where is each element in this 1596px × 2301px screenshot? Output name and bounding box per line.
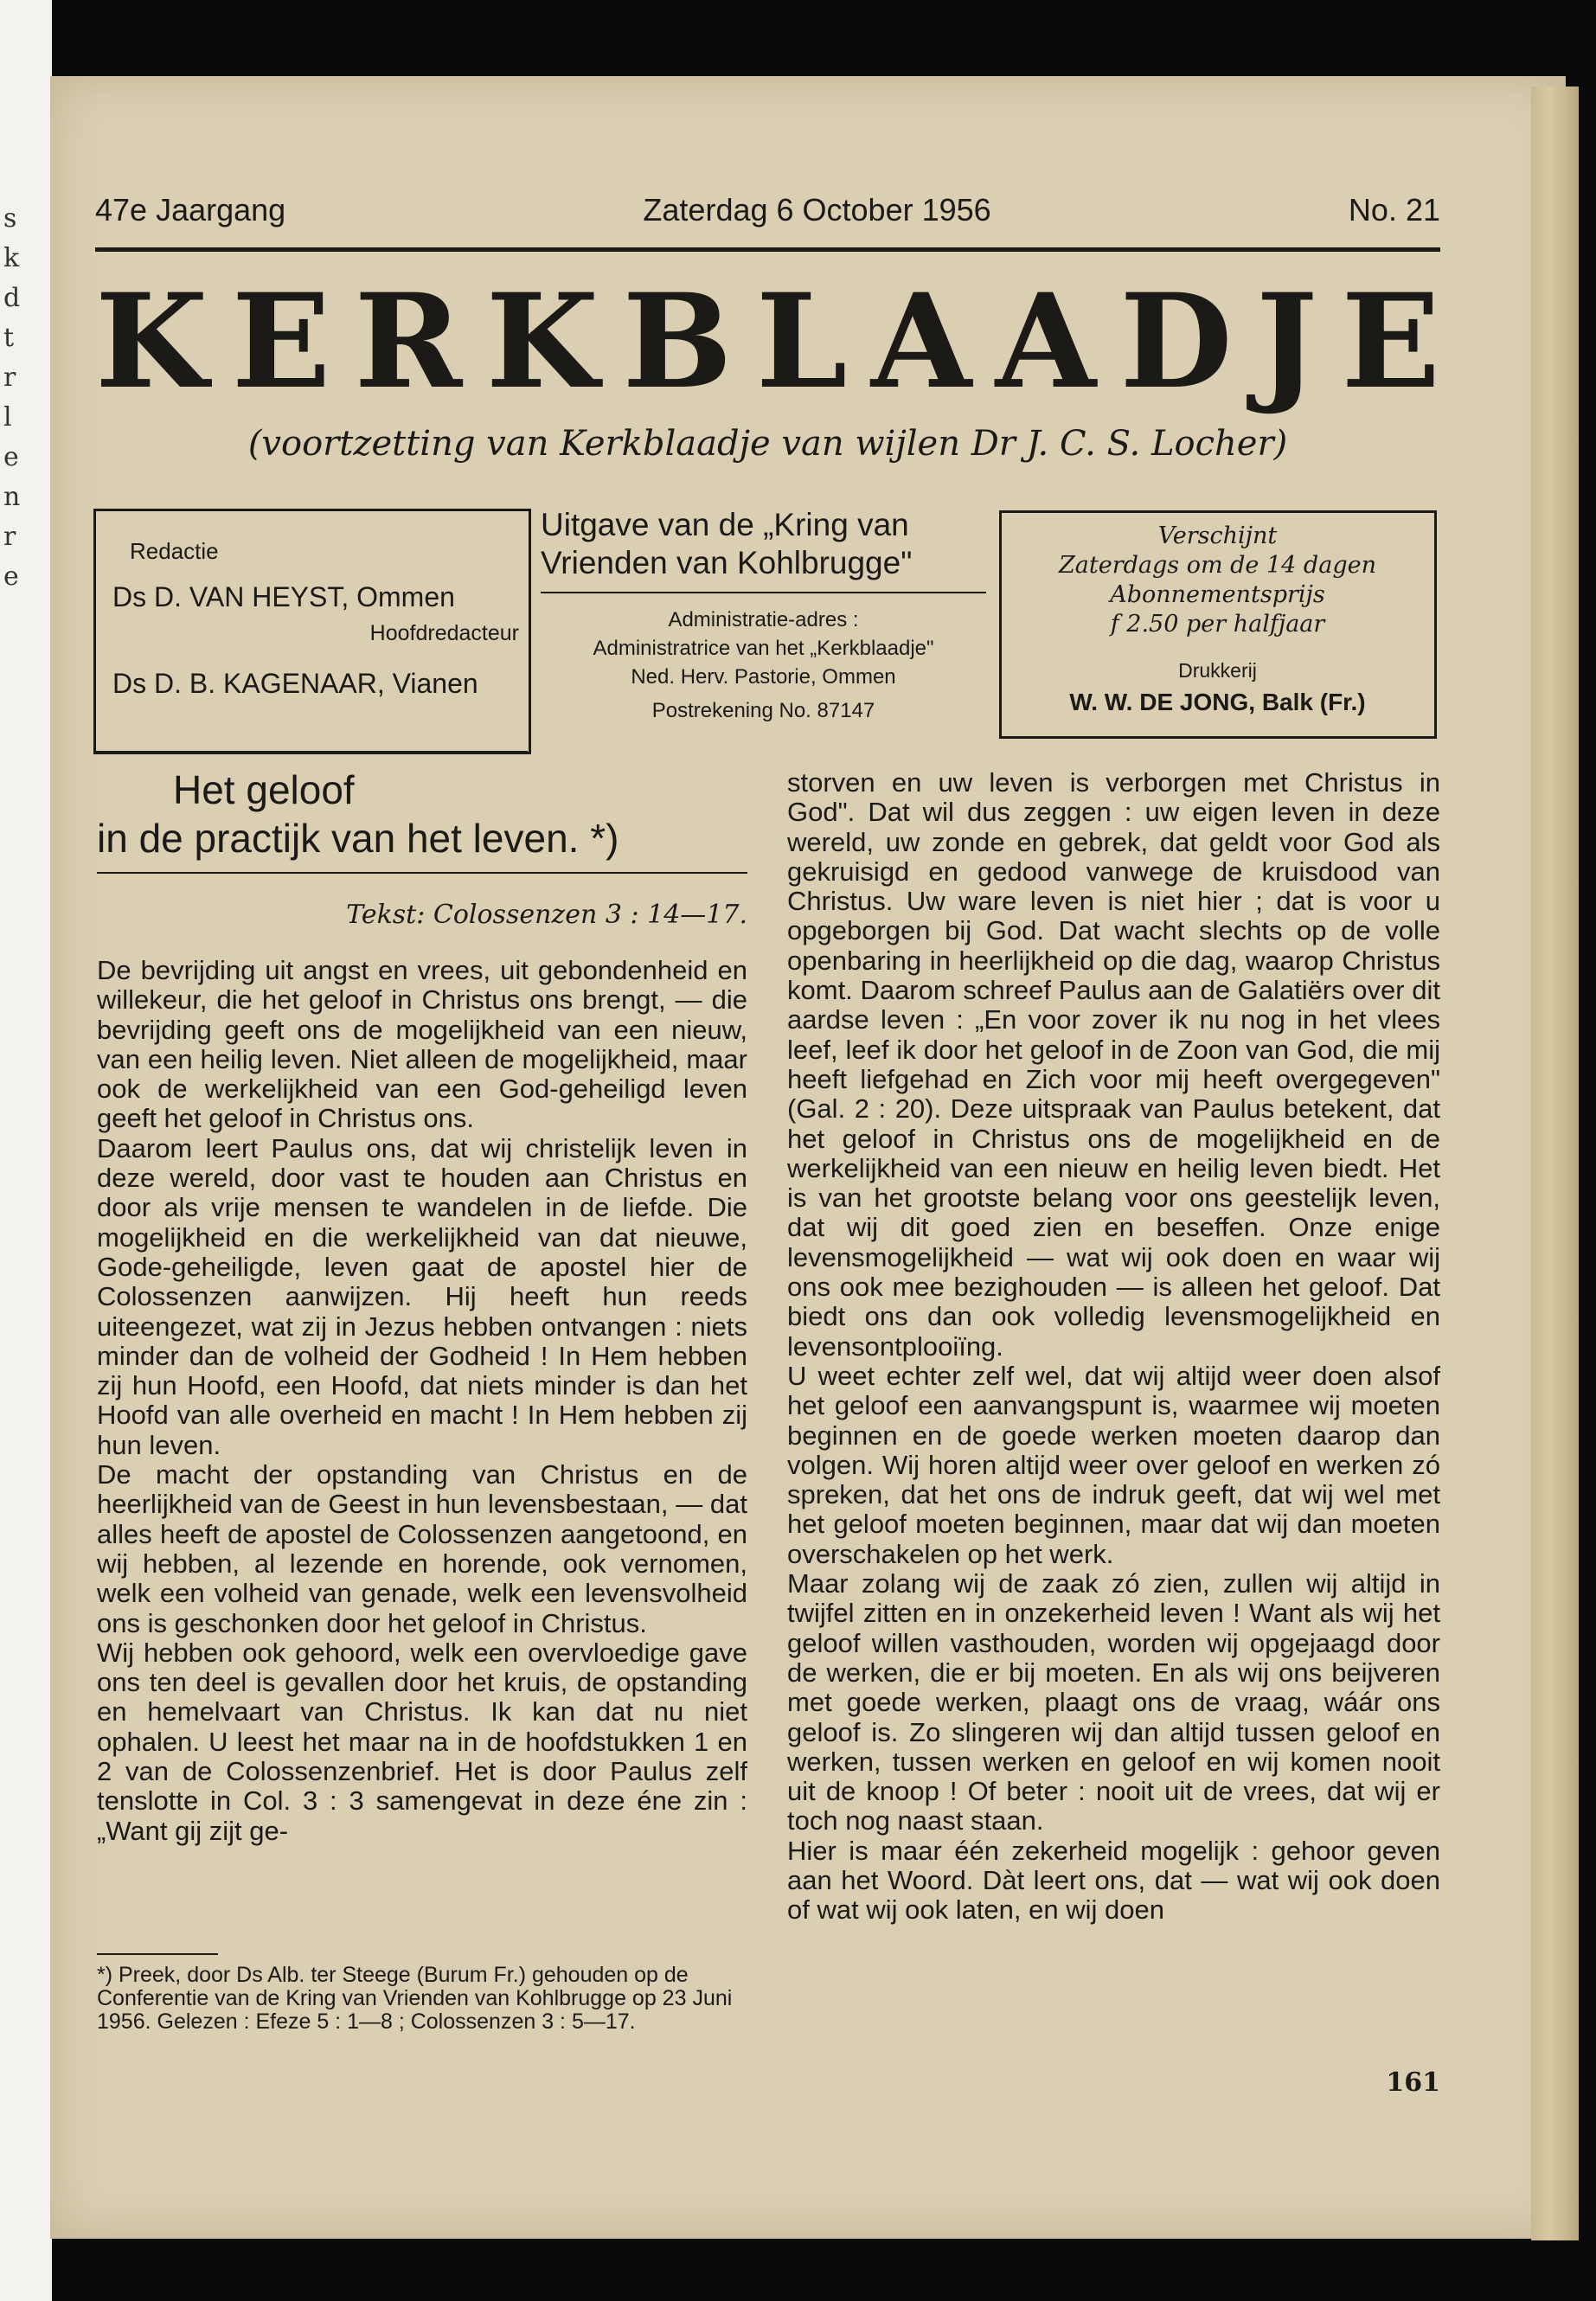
- appears-label: Verschijnt: [1157, 522, 1278, 549]
- masthead-letter: D: [1119, 266, 1233, 418]
- issue-date: Zaterdag 6 October 1956: [643, 192, 991, 228]
- subscription-price: f 2.50 per halfjaar: [1110, 611, 1325, 638]
- admin-line-1: Administratrice van het „Kerkblaadje": [593, 637, 934, 660]
- masthead-letter: R: [354, 266, 463, 418]
- masthead-letter: A: [995, 266, 1097, 418]
- issue-number: No. 21: [1348, 192, 1440, 228]
- footnote: *) Preek, door Ds Alb. ter Steege (Burum Fr.) gehouden op de Conferentie van de Kring van Vrienden van Kohlbrugge op 23 Juni 1956. Gelezen : Efeze 5 : 1—8 ; Colossenzen 3 : 5—17.: [97, 1963, 733, 2034]
- article-title-line-2: in de practijk van het leven. *): [97, 816, 619, 861]
- scripture-reference: Tekst: Colossenzen 3 : 14—17.: [346, 900, 747, 930]
- page-edge: [1531, 87, 1579, 2240]
- masthead-letter: A: [870, 266, 972, 418]
- box-bottom-rule: [93, 751, 528, 753]
- masthead-letter: B: [622, 266, 733, 418]
- masthead-letter: J: [1256, 266, 1318, 418]
- margin-mark: e: [3, 561, 19, 592]
- paragraph: storven en uw leven is verborgen met Christus in God". Dat wil dus zeggen : uw eigen leven in deze wereld, uw zonde en gebrek, dat geldt voor God als gekruisigd en gedood vanwege de kruisdood van Christus. Uw ware leven is niet hier ; dat is voor u opgeborgen bij God. Dat wacht slechts op de volle openbaring in heerlijkheid op die dag, waarop Christus komt. Daarom schreef Paulus aan de Galatiërs over dit aardse leven : „En voor zover ik nu nog in het vlees leef, leef ik door het geloof in de Zoon van God, die mij heeft liefgehad en Zich voor mij heeft overgegeven" (Gal. 2 : 20). Deze uitspraak van Paulus betekent, dat het geloof in Christus ons de mogelijkheid en de werkelijkheid van een nieuw en heilig leven biedt. Het is van het grootste belang voor ons geestelijk leven, dat wij dit goed zien en beseffen. Onze enige levensmogelijkheid — wat wij ook doen en waar wij ons ook mee bezighouden — is alleen het geloof. Dat biedt ons dan ook volledig levensmogelijkheid en levensontplooiïng.: [787, 767, 1440, 1362]
- paragraph: Hier is maar één zekerheid mogelijk : gehoor geven aan het Woord. Dàt leert ons, dat — wat wij ook doen of wat wij ook laten, en wij doen: [787, 1835, 1440, 1926]
- footnote-rule: [97, 1953, 218, 1955]
- publisher-line-1: Uitgave van de „Kring van: [541, 507, 909, 542]
- subscription-label: Abonnementsprijs: [1110, 581, 1325, 608]
- margin-mark: t: [3, 323, 15, 353]
- masthead-letter: K: [95, 266, 208, 418]
- margin-mark: s: [3, 203, 17, 234]
- adjacent-page-margin: [3, 199, 38, 597]
- margin-mark: n: [3, 482, 21, 512]
- masthead-title: [95, 266, 1440, 418]
- paragraph: De macht der opstanding van Christus en de heerlijkheid van de Geest in hun levensbestaan, — dat alles heeft de apostel de Colossenzen aangetoond, en wij hebben, al lezende en horende, ook vernomen, welk een volheid van genade, welk een levensvolheid ons is geschonken door het geloof in Christus.: [97, 1459, 747, 1638]
- appears-text: Zaterdags om de 14 dagen: [1059, 552, 1376, 579]
- page-number: 161: [1386, 2067, 1440, 2098]
- article-title-line-1: Het geloof: [173, 767, 355, 812]
- header-rule: [95, 247, 1440, 252]
- publisher-rule: [541, 592, 986, 593]
- margin-mark: e: [3, 442, 19, 472]
- admin-label: Administratie-adres :: [668, 608, 859, 631]
- printer-label: Drukkerij: [1178, 659, 1257, 682]
- issue-header: [95, 192, 1440, 228]
- title-rule: [97, 872, 747, 874]
- masthead-letter: E: [1341, 266, 1440, 418]
- editor-1-role: Hoofdredacteur: [369, 621, 519, 645]
- giro-number: Postrekening No. 87147: [651, 699, 875, 722]
- masthead-subtitle: (voortzetting van Kerkblaadje van wijlen Dr J. C. S. Locher): [247, 424, 1288, 464]
- editor-2: Ds D. B. KAGENAAR, Vianen: [112, 668, 478, 699]
- paragraph: De bevrijding uit angst en vrees, uit gebondenheid en willekeur, die het geloof in Christus ons brengt, — die bevrijding geeft ons de mogelijkheid van een nieuw, van een heilig leven. Niet alleen de mogelijkheid, maar ook de werkelijkheid van een God-geheiligd leven geeft het geloof in Christus ons.: [97, 955, 747, 1134]
- publisher-line-2: Vrienden van Kohlbrugge": [541, 545, 913, 580]
- administration: [541, 606, 986, 725]
- margin-mark: k: [3, 243, 20, 273]
- masthead-letter: E: [231, 266, 331, 418]
- masthead-letter: K: [485, 266, 599, 418]
- redactie-label: Redactie: [130, 538, 219, 564]
- editor-1: Ds D. VAN HEYST, Ommen: [112, 581, 455, 612]
- paragraph: Maar zolang wij de zaak zó zien, zullen wij altijd in twijfel zitten en in onzekerheid leven ! Want als wij het geloof willen vasthouden, worden wij opgejaagd door de werken, die er bij moeten. En als wij ons beijveren met goede werken, plaagt ons de vraag, wáár ons geloof is. Zo slingeren wij dan altijd tussen geloof en werken, tussen werken en geloof en wij komen nooit uit de knoop ! Of beter : nooit uit de vrees, dat wij er toch nog naast staan.: [787, 1568, 1440, 1836]
- printer-name: W. W. DE JONG, Balk (Fr.): [1069, 689, 1366, 715]
- article-column-left: [97, 956, 747, 1846]
- publisher: [541, 506, 986, 582]
- admin-line-2: Ned. Herv. Pastorie, Ommen: [631, 665, 896, 689]
- margin-mark: r: [3, 362, 16, 393]
- volume: 47e Jaargang: [95, 192, 286, 228]
- margin-mark: d: [3, 283, 21, 313]
- masthead-letter: L: [755, 266, 848, 418]
- margin-mark: r: [3, 522, 16, 552]
- article-column-right: [787, 768, 1440, 1926]
- paragraph: Daarom leert Paulus ons, dat wij christelijk leven in deze wereld, door vast te houden aan Christus en door als vrije mensen te wandelen in de liefde. Die mogelijkheid en die werkelijkheid van dat nieuwe, Gode-geheiligde, leven gaat de apostel hier de Colossenzen aanwijzen. Hij heeft hun reeds uiteengezet, wat zij in Jezus hebben ontvangen : niets minder dan de volheid der Godheid ! In Hem hebben zij hun Hoofd, een Hoofd, dat niets minder is dan het Hoofd van alle overheid en macht ! In Hem hebben zij hun leven.: [97, 1132, 747, 1460]
- margin-mark: l: [3, 402, 12, 433]
- paragraph: Wij hebben ook gehoord, welk een overvloedige gave ons ten deel is gevallen door het kruis, de opstanding en hemelvaart van Christus. Ik kan dat nu niet ophalen. U leest het maar na in de hoofdstukken 1 en 2 van de Colossenzenbrief. Het is door Paulus zelf tenslotte in Col. 3 : 3 samengevat in deze éne zin : „Want gij zijt ge-: [97, 1637, 747, 1846]
- publication-info: [1003, 522, 1432, 639]
- paragraph: U weet echter zelf wel, dat wij altijd weer doen alsof het geloof een aanvangspunt is, waarmee wij moeten beginnen en de goede werken moeten daarop dan volgen. Wij horen altijd weer over geloof en werken zó spreken, dat het ons de indruk geeft, dat wij wel met het geloof moeten beginnen, maar dat wij dan moeten overschakelen op het werk.: [787, 1360, 1440, 1569]
